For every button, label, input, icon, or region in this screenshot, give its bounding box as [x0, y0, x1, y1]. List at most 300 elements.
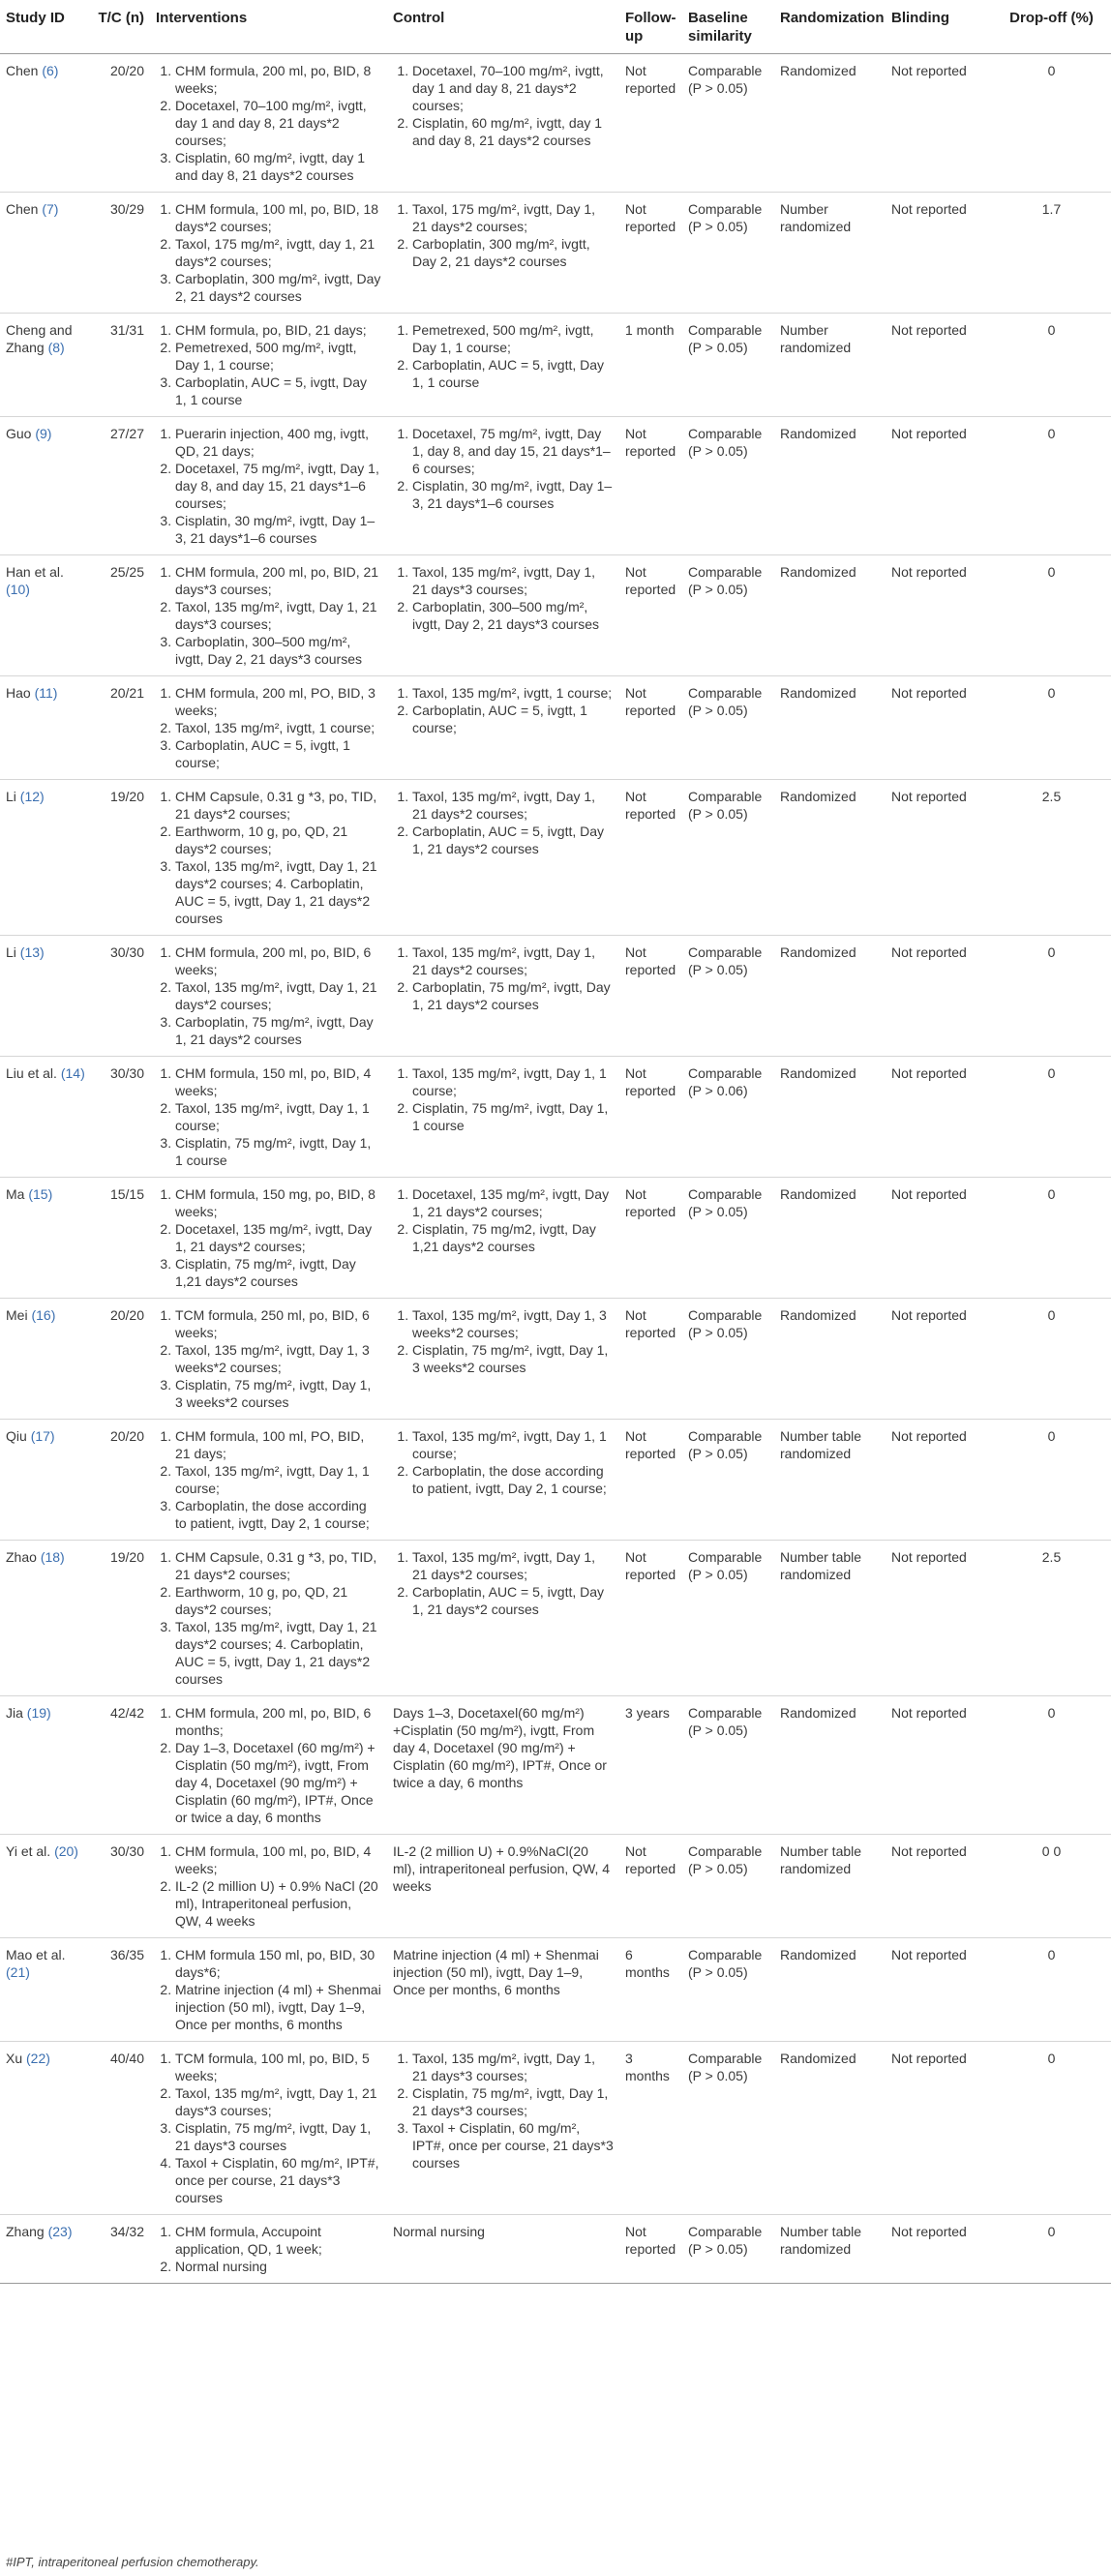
tc-cell: 31/31 [92, 314, 150, 417]
intervention-item: 3. Cisplatin, 75 mg/m², ivgtt, Day 1,21 days*2 courses [175, 1255, 381, 1290]
control-item: 2. Cisplatin, 30 mg/m², ivgtt, Day 1–3, 21 days*1–6 courses [412, 477, 614, 512]
intervention-item: 1. TCM formula, 100 ml, po, BID, 5 weeks; [175, 2050, 381, 2084]
randomization-cell: Randomized [774, 780, 886, 936]
control-item: 1. Taxol, 135 mg/m², ivgtt, Day 1, 21 days*2 courses; [412, 944, 614, 978]
intervention-item: 3. Taxol, 135 mg/m², ivgtt, Day 1, 21 days*2 courses; 4. Carboplatin, AUC = 5, ivgtt, Day 1, 21 days*2 courses [175, 1618, 381, 1688]
study-id-cell [0, 1420, 92, 1541]
randomization-cell: Number randomized [774, 193, 886, 314]
table-row [0, 1835, 1111, 1938]
intervention-item: 1. CHM formula, 200 ml, po, BID, 21 days*3 courses; [175, 563, 381, 598]
intervention-item: 2. Taxol, 135 mg/m², ivgtt, Day 1, 1 course; [175, 1099, 381, 1134]
header-interventions: Interventions [150, 0, 387, 54]
interventions-cell [150, 193, 387, 314]
reference-link[interactable]: (10) [6, 582, 30, 597]
tc-cell: 19/20 [92, 1541, 150, 1696]
header-tc: T/C (n) [92, 0, 150, 54]
baseline-cell: Comparable (P > 0.05) [682, 555, 774, 676]
study-name: Mao et al. [6, 1947, 66, 1962]
reference-link[interactable]: (9) [35, 426, 52, 441]
control-list [393, 62, 614, 149]
baseline-cell: Comparable (P > 0.05) [682, 2215, 774, 2284]
interventions-cell [150, 54, 387, 193]
blinding-cell: Not reported [886, 1696, 992, 1835]
table-row [0, 1178, 1111, 1299]
control-list [393, 563, 614, 633]
study-id-cell [0, 1696, 92, 1835]
control-item: 1. Pemetrexed, 500 mg/m², ivgtt, Day 1, 1 course; [412, 321, 614, 356]
reference-link[interactable]: (14) [60, 1065, 85, 1081]
intervention-item: 1. CHM formula, 200 ml, po, BID, 6 months; [175, 1704, 381, 1739]
baseline-cell: Comparable (P > 0.05) [682, 54, 774, 193]
intervention-item: 1. CHM formula, po, BID, 21 days; [175, 321, 381, 339]
intervention-item: 1. CHM formula, 150 mg, po, BID, 8 weeks; [175, 1185, 381, 1220]
intervention-item: 3. Carboplatin, 300 mg/m², ivgtt, Day 2, 21 days*2 courses [175, 270, 381, 305]
intervention-item: 2. Taxol, 135 mg/m², ivgtt, Day 1, 21 days*2 courses; [175, 978, 381, 1013]
control-item: 2. Carboplatin, the dose according to patient, ivgtt, Day 2, 1 course; [412, 1462, 614, 1497]
reference-link[interactable]: (7) [42, 201, 59, 217]
control-item: 1. Taxol, 135 mg/m², ivgtt, Day 1, 21 days*3 courses; [412, 563, 614, 598]
intervention-item: 1. CHM formula, Accupoint application, QD, 1 week; [175, 2223, 381, 2258]
intervention-item: 1. CHM formula, 100 ml, po, BID, 18 days*2 courses; [175, 200, 381, 235]
control-item: 1. Taxol, 135 mg/m², ivgtt, Day 1, 3 weeks*2 courses; [412, 1306, 614, 1341]
study-name: Guo [6, 426, 32, 441]
followup-cell: Not reported [619, 1178, 682, 1299]
study-name: Chen [6, 201, 39, 217]
tc-cell: 30/29 [92, 193, 150, 314]
study-id-cell [0, 314, 92, 417]
control-cell [387, 314, 619, 417]
dropoff-cell: 0 [992, 314, 1111, 417]
interventions-cell [150, 1178, 387, 1299]
control-item: 1. Taxol, 175 mg/m², ivgtt, Day 1, 21 days*2 courses; [412, 200, 614, 235]
intervention-item: 2. Earthworm, 10 g, po, QD, 21 days*2 courses; [175, 1583, 381, 1618]
header-study: Study ID [0, 0, 92, 54]
control-item: 1. Taxol, 135 mg/m², ivgtt, Day 1, 1 course; [412, 1427, 614, 1462]
baseline-cell: Comparable (P > 0.05) [682, 2042, 774, 2215]
interventions-cell [150, 1835, 387, 1938]
intervention-item: 1. CHM formula 150 ml, po, BID, 30 days*6; [175, 1946, 381, 1981]
blinding-cell: Not reported [886, 1938, 992, 2042]
blinding-cell: Not reported [886, 1299, 992, 1420]
intervention-item: 2. Docetaxel, 135 mg/m², ivgtt, Day 1, 21 days*2 courses; [175, 1220, 381, 1255]
intervention-item: 3. Cisplatin, 75 mg/m², ivgtt, Day 1, 1 course [175, 1134, 381, 1169]
control-cell [387, 1299, 619, 1420]
control-item: 1. Taxol, 135 mg/m², ivgtt, Day 1, 1 course; [412, 1064, 614, 1099]
randomization-cell: Randomized [774, 1178, 886, 1299]
intervention-item: 2. Earthworm, 10 g, po, QD, 21 days*2 courses; [175, 823, 381, 857]
baseline-cell: Comparable (P > 0.05) [682, 1420, 774, 1541]
randomization-cell: Number table randomized [774, 1835, 886, 1938]
study-name: Chen [6, 63, 39, 78]
dropoff-cell: 0 [992, 676, 1111, 780]
study-id-cell [0, 193, 92, 314]
control-item: 2. Carboplatin, AUC = 5, ivgtt, Day 1, 21 days*2 courses [412, 1583, 614, 1618]
tc-cell: 20/21 [92, 676, 150, 780]
baseline-cell: Comparable (P > 0.05) [682, 1835, 774, 1938]
randomization-cell: Number table randomized [774, 1420, 886, 1541]
blinding-cell: Not reported [886, 1178, 992, 1299]
study-name: Xu [6, 2051, 23, 2066]
control-cell [387, 555, 619, 676]
followup-cell: Not reported [619, 1420, 682, 1541]
randomization-cell: Randomized [774, 417, 886, 555]
intervention-item: 3. Cisplatin, 30 mg/m², ivgtt, Day 1–3, 21 days*1–6 courses [175, 512, 381, 547]
reference-link[interactable]: (23) [47, 2224, 73, 2239]
study-id-cell [0, 1178, 92, 1299]
interventions-cell [150, 555, 387, 676]
reference-link[interactable]: (12) [19, 789, 45, 804]
table-row [0, 314, 1111, 417]
intervention-item: 1. CHM formula, 200 ml, po, BID, 8 weeks; [175, 62, 381, 97]
study-name: Liu et al. [6, 1065, 57, 1081]
reference-link[interactable]: (16) [31, 1307, 56, 1323]
reference-link[interactable]: (21) [6, 1964, 30, 1980]
baseline-cell: Comparable (P > 0.05) [682, 780, 774, 936]
table-row [0, 555, 1111, 676]
dropoff-cell: 0 [992, 2215, 1111, 2284]
dropoff-cell: 0 [992, 936, 1111, 1057]
followup-cell: 3 years [619, 1696, 682, 1835]
baseline-cell: Comparable (P > 0.05) [682, 1938, 774, 2042]
reference-link[interactable]: (18) [40, 1549, 65, 1565]
blinding-cell: Not reported [886, 2042, 992, 2215]
intervention-item: 3. Cisplatin, 75 mg/m², ivgtt, Day 1, 3 weeks*2 courses [175, 1376, 381, 1411]
reference-link[interactable]: (6) [42, 63, 59, 78]
control-item: 2. Cisplatin, 75 mg/m², ivgtt, Day 1, 3 weeks*2 courses [412, 1341, 614, 1376]
table-row [0, 936, 1111, 1057]
intervention-item: 3. Cisplatin, 60 mg/m², ivgtt, day 1 and day 8, 21 days*2 courses [175, 149, 381, 184]
interventions-list [156, 944, 381, 1048]
table-row [0, 1057, 1111, 1178]
interventions-list [156, 200, 381, 305]
interventions-cell [150, 1057, 387, 1178]
intervention-item: 2. Taxol, 135 mg/m², ivgtt, Day 1, 3 weeks*2 courses; [175, 1341, 381, 1376]
control-item: 2. Cisplatin, 75 mg/m², ivgtt, Day 1, 1 course [412, 1099, 614, 1134]
dropoff-cell: 0 [992, 1178, 1111, 1299]
tc-cell: 25/25 [92, 555, 150, 676]
study-id-cell [0, 54, 92, 193]
interventions-cell [150, 780, 387, 936]
control-item: 2. Carboplatin, 300–500 mg/m², ivgtt, Day 2, 21 days*3 courses [412, 598, 614, 633]
interventions-list [156, 684, 381, 771]
tc-cell: 30/30 [92, 936, 150, 1057]
interventions-cell [150, 1696, 387, 1835]
intervention-item: 3. Carboplatin, the dose according to patient, ivgtt, Day 2, 1 course; [175, 1497, 381, 1532]
randomization-cell: Randomized [774, 2042, 886, 2215]
study-name: Mei [6, 1307, 28, 1323]
tc-cell: 20/20 [92, 54, 150, 193]
interventions-cell [150, 1938, 387, 2042]
dropoff-cell: 0 [992, 1696, 1111, 1835]
intervention-item: 3. Carboplatin, 75 mg/m², ivgtt, Day 1, 21 days*2 courses [175, 1013, 381, 1048]
intervention-item: 1. CHM formula, 200 ml, PO, BID, 3 weeks; [175, 684, 381, 719]
control-item: 2. Carboplatin, AUC = 5, ivgtt, Day 1, 21 days*2 courses [412, 823, 614, 857]
interventions-list [156, 1185, 381, 1290]
study-name: Han et al. [6, 564, 64, 580]
table-row [0, 1938, 1111, 2042]
blinding-cell: Not reported [886, 54, 992, 193]
control-list [393, 425, 614, 512]
randomization-cell: Randomized [774, 676, 886, 780]
study-name: Jia [6, 1705, 23, 1721]
control-list [393, 1185, 614, 1255]
control-item: 3. Taxol + Cisplatin, 60 mg/m², IPT#, once per course, 21 days*3 courses [412, 2119, 614, 2172]
blinding-cell: Not reported [886, 936, 992, 1057]
blinding-cell: Not reported [886, 1057, 992, 1178]
control-item: 1. Docetaxel, 75 mg/m², ivgtt, Day 1, day 8, and day 15, 21 days*1–6 courses; [412, 425, 614, 477]
control-cell [387, 417, 619, 555]
intervention-item: 3. Carboplatin, 300–500 mg/m², ivgtt, Day 2, 21 days*3 courses [175, 633, 381, 668]
reference-link[interactable]: (15) [28, 1186, 53, 1202]
header-blinding: Blinding [886, 0, 992, 54]
interventions-list [156, 321, 381, 408]
followup-cell: Not reported [619, 555, 682, 676]
tc-cell: 40/40 [92, 2042, 150, 2215]
control-cell [387, 1420, 619, 1541]
intervention-item: 3. Carboplatin, AUC = 5, ivgtt, 1 course; [175, 736, 381, 771]
control-list [393, 944, 614, 1013]
study-name: Li [6, 789, 16, 804]
dropoff-cell: 0 [992, 2042, 1111, 2215]
table-body [0, 54, 1111, 2284]
reference-link[interactable]: (19) [26, 1705, 51, 1721]
intervention-item: 1. CHM formula, 100 ml, PO, BID, 21 days; [175, 1427, 381, 1462]
intervention-item: 2. Taxol, 135 mg/m², ivgtt, 1 course; [175, 719, 381, 736]
intervention-item: 3. Cisplatin, 75 mg/m², ivgtt, Day 1, 21 days*3 courses [175, 2119, 381, 2154]
tc-cell: 30/30 [92, 1835, 150, 1938]
followup-cell: Not reported [619, 54, 682, 193]
interventions-list [156, 2050, 381, 2206]
control-cell [387, 676, 619, 780]
randomization-cell: Randomized [774, 54, 886, 193]
baseline-cell: Comparable (P > 0.06) [682, 1057, 774, 1178]
baseline-cell: Comparable (P > 0.05) [682, 314, 774, 417]
study-name: Qiu [6, 1428, 27, 1444]
study-id-cell [0, 936, 92, 1057]
randomization-cell: Randomized [774, 1938, 886, 2042]
baseline-cell: Comparable (P > 0.05) [682, 193, 774, 314]
intervention-item: 2. Matrine injection (4 ml) + Shenmai injection (50 ml), ivgtt, Day 1–9, Once per months, 6 months [175, 1981, 381, 2033]
table-row [0, 2042, 1111, 2215]
intervention-item: 1. CHM formula, 150 ml, po, BID, 4 weeks; [175, 1064, 381, 1099]
baseline-cell: Comparable (P > 0.05) [682, 1541, 774, 1696]
followup-cell: 1 month [619, 314, 682, 417]
study-name: Hao [6, 685, 31, 701]
study-id-cell [0, 1938, 92, 2042]
control-list [393, 1548, 614, 1618]
control-item: 1. Taxol, 135 mg/m², ivgtt, Day 1, 21 days*2 courses; [412, 788, 614, 823]
intervention-item: 1. CHM formula, 100 ml, po, BID, 4 weeks; [175, 1842, 381, 1877]
control-cell: Days 1–3, Docetaxel(60 mg/m²) +Cisplatin (50 mg/m²), ivgtt, From day 4, Docetaxel (90 mg/m²) + Cisplatin (60 mg/m²), IPT#, Once or twice a day, 6 months [387, 1696, 619, 1835]
study-id-cell [0, 1299, 92, 1420]
header-control: Control [387, 0, 619, 54]
control-item: 2. Carboplatin, 300 mg/m², ivgtt, Day 2, 21 days*2 courses [412, 235, 614, 270]
table-row [0, 1420, 1111, 1541]
study-name: Ma [6, 1186, 25, 1202]
interventions-list [156, 1842, 381, 1930]
followup-cell: Not reported [619, 417, 682, 555]
interventions-list [156, 62, 381, 184]
header-randomization: Randomization [774, 0, 886, 54]
blinding-cell: Not reported [886, 676, 992, 780]
intervention-item: 3. Taxol, 135 mg/m², ivgtt, Day 1, 21 days*2 courses; 4. Carboplatin, AUC = 5, ivgtt, Day 1, 21 days*2 courses [175, 857, 381, 927]
study-name: Zhao [6, 1549, 37, 1565]
followup-cell: Not reported [619, 193, 682, 314]
randomization-cell: Number table randomized [774, 1541, 886, 1696]
baseline-cell: Comparable (P > 0.05) [682, 1696, 774, 1835]
study-id-cell [0, 1541, 92, 1696]
followup-cell: Not reported [619, 780, 682, 936]
header-followup: Follow-up [619, 0, 682, 54]
study-id-cell [0, 1057, 92, 1178]
blinding-cell: Not reported [886, 417, 992, 555]
followup-cell: 6 months [619, 1938, 682, 2042]
interventions-cell [150, 1299, 387, 1420]
intervention-item: 2. Taxol, 135 mg/m², ivgtt, Day 1, 1 course; [175, 1462, 381, 1497]
dropoff-cell: 0 [992, 1938, 1111, 2042]
baseline-cell: Comparable (P > 0.05) [682, 1178, 774, 1299]
table-row [0, 193, 1111, 314]
control-cell: Normal nursing [387, 2215, 619, 2284]
followup-cell: Not reported [619, 676, 682, 780]
control-item: 1. Docetaxel, 135 mg/m², ivgtt, Day 1, 21 days*2 courses; [412, 1185, 614, 1220]
dropoff-cell: 0 [992, 555, 1111, 676]
followup-cell: Not reported [619, 1057, 682, 1178]
control-cell: IL-2 (2 million U) + 0.9%NaCl(20 ml), intraperitoneal perfusion, QW, 4 weeks [387, 1835, 619, 1938]
control-item: 2. Cisplatin, 75 mg/m², ivgtt, Day 1, 21 days*3 courses; [412, 2084, 614, 2119]
table-row [0, 54, 1111, 193]
reference-link[interactable]: (17) [30, 1428, 55, 1444]
intervention-item: 2. Docetaxel, 75 mg/m², ivgtt, Day 1, day 8, and day 15, 21 days*1–6 courses; [175, 460, 381, 512]
study-id-cell [0, 780, 92, 936]
interventions-list [156, 1427, 381, 1532]
randomization-cell: Randomized [774, 555, 886, 676]
dropoff-cell: 0 [992, 1299, 1111, 1420]
dropoff-cell: 0 [992, 54, 1111, 193]
intervention-item: 1. TCM formula, 250 ml, po, BID, 6 weeks; [175, 1306, 381, 1341]
intervention-item: 2. IL-2 (2 million U) + 0.9% NaCl (20 ml), Intraperitoneal perfusion, QW, 4 weeks [175, 1877, 381, 1930]
intervention-item: 2. Day 1–3, Docetaxel (60 mg/m²) + Cisplatin (50 mg/m²), ivgtt, From day 4, Docetaxel (90 mg/m²) + Cisplatin (60 mg/m²), IPT#, Once or twice a day, 6 months [175, 1739, 381, 1826]
blinding-cell: Not reported [886, 1420, 992, 1541]
reference-link[interactable]: (11) [34, 685, 58, 701]
baseline-cell: Comparable (P > 0.05) [682, 676, 774, 780]
header-row [0, 0, 1111, 54]
interventions-cell [150, 417, 387, 555]
intervention-item: 1. CHM Capsule, 0.31 g *3, po, TID, 21 days*2 courses; [175, 788, 381, 823]
table-row [0, 417, 1111, 555]
table-row [0, 1696, 1111, 1835]
study-id-cell [0, 676, 92, 780]
control-cell [387, 54, 619, 193]
control-cell [387, 2042, 619, 2215]
interventions-list [156, 425, 381, 547]
table-row [0, 1541, 1111, 1696]
interventions-cell [150, 936, 387, 1057]
dropoff-cell: 0 0 [992, 1835, 1111, 1938]
dropoff-cell: 2.5 [992, 1541, 1111, 1696]
study-id-cell [0, 417, 92, 555]
baseline-cell: Comparable (P > 0.05) [682, 1299, 774, 1420]
control-item: 1. Taxol, 135 mg/m², ivgtt, Day 1, 21 days*3 courses; [412, 2050, 614, 2084]
control-item: 1. Taxol, 135 mg/m², ivgtt, 1 course; [412, 684, 614, 702]
followup-cell: Not reported [619, 936, 682, 1057]
followup-cell: Not reported [619, 1835, 682, 1938]
control-list [393, 1064, 614, 1134]
tc-cell: 34/32 [92, 2215, 150, 2284]
interventions-cell [150, 314, 387, 417]
header-baseline: Baseline similarity [682, 0, 774, 54]
control-cell [387, 1541, 619, 1696]
followup-cell: Not reported [619, 2215, 682, 2284]
intervention-item: 2. Pemetrexed, 500 mg/m², ivgtt, Day 1, 1 course; [175, 339, 381, 374]
table-row [0, 780, 1111, 936]
control-item: 2. Carboplatin, 75 mg/m², ivgtt, Day 1, 21 days*2 courses [412, 978, 614, 1013]
randomization-cell: Randomized [774, 1057, 886, 1178]
intervention-item: 2. Taxol, 175 mg/m², ivgtt, day 1, 21 days*2 courses; [175, 235, 381, 270]
interventions-cell [150, 2215, 387, 2284]
blinding-cell: Not reported [886, 1541, 992, 1696]
control-list [393, 321, 614, 391]
control-list [393, 1427, 614, 1497]
intervention-item: 1. Puerarin injection, 400 mg, ivgtt, QD, 21 days; [175, 425, 381, 460]
tc-cell: 15/15 [92, 1178, 150, 1299]
table-row [0, 1299, 1111, 1420]
interventions-cell [150, 1420, 387, 1541]
baseline-cell: Comparable (P > 0.05) [682, 936, 774, 1057]
control-list [393, 684, 614, 736]
followup-cell: 3 months [619, 2042, 682, 2215]
control-item: 2. Carboplatin, AUC = 5, ivgtt, Day 1, 1 course [412, 356, 614, 391]
randomization-cell: Randomized [774, 1696, 886, 1835]
study-name: Cheng and Zhang [6, 322, 73, 355]
randomization-cell: Randomized [774, 936, 886, 1057]
control-cell [387, 1178, 619, 1299]
tc-cell: 30/30 [92, 1057, 150, 1178]
interventions-cell [150, 676, 387, 780]
interventions-list [156, 2223, 381, 2275]
control-cell [387, 780, 619, 936]
dropoff-cell: 1.7 [992, 193, 1111, 314]
intervention-item: 2. Taxol, 135 mg/m², ivgtt, Day 1, 21 days*3 courses; [175, 598, 381, 633]
tc-cell: 27/27 [92, 417, 150, 555]
interventions-list [156, 1064, 381, 1169]
dropoff-cell: 2.5 [992, 780, 1111, 936]
blinding-cell: Not reported [886, 780, 992, 936]
interventions-list [156, 1306, 381, 1411]
control-item: 2. Carboplatin, AUC = 5, ivgtt, 1 course; [412, 702, 614, 736]
intervention-item: 4. Taxol + Cisplatin, 60 mg/m², IPT#, once per course, 21 days*3 courses [175, 2154, 381, 2206]
control-cell [387, 936, 619, 1057]
reference-link[interactable]: (8) [47, 340, 65, 355]
reference-link[interactable]: (22) [26, 2051, 50, 2066]
header-dropoff: Drop-off (%) [992, 0, 1111, 54]
control-item: 2. Cisplatin, 60 mg/m², ivgtt, day 1 and day 8, 21 days*2 courses [412, 114, 614, 149]
interventions-list [156, 788, 381, 927]
interventions-cell [150, 2042, 387, 2215]
control-item: 1. Taxol, 135 mg/m², ivgtt, Day 1, 21 days*2 courses; [412, 1548, 614, 1583]
intervention-item: 2. Taxol, 135 mg/m², ivgtt, Day 1, 21 days*3 courses; [175, 2084, 381, 2119]
tc-cell: 20/20 [92, 1420, 150, 1541]
control-item: 2. Cisplatin, 75 mg/m2, ivgtt, Day 1,21 days*2 courses [412, 1220, 614, 1255]
intervention-item: 1. CHM Capsule, 0.31 g *3, po, TID, 21 days*2 courses; [175, 1548, 381, 1583]
reference-link[interactable]: (13) [19, 944, 45, 960]
blinding-cell: Not reported [886, 193, 992, 314]
dropoff-cell: 0 [992, 1420, 1111, 1541]
study-id-cell [0, 2215, 92, 2284]
reference-link[interactable]: (20) [54, 1843, 78, 1859]
blinding-cell: Not reported [886, 314, 992, 417]
intervention-item: 2. Docetaxel, 70–100 mg/m², ivgtt, day 1 and day 8, 21 days*2 courses; [175, 97, 381, 149]
